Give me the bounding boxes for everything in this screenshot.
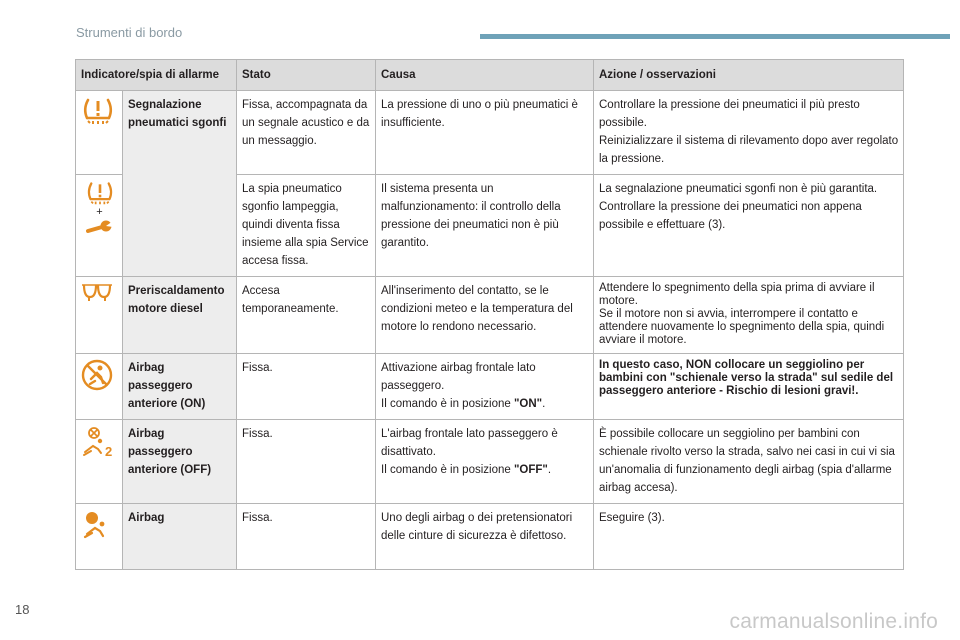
header-causa: Causa xyxy=(376,60,594,91)
stato-cell: Fissa. xyxy=(237,420,376,504)
wrench-icon xyxy=(86,218,114,236)
table-row xyxy=(76,354,904,420)
azione-text: Controllare la pressione dei pneumatici il più presto possibile. xyxy=(599,99,860,129)
azione-text: Reinizializzare il sistema di rilevamento dopo aver regolato la pressione. xyxy=(599,135,899,165)
causa-text xyxy=(381,395,589,413)
azione-cell: In questo caso, NON collocare un seggiolino per bambini con "schienale verso la strada" sul sedile del passeggero anteriore - Rischio di lesioni gravi!. xyxy=(594,354,904,420)
causa-cell: La pressione di uno o più pneumatici è insufficiente. xyxy=(376,91,594,175)
glow-plug-icon xyxy=(76,277,123,354)
causa-cell xyxy=(376,354,594,420)
light-name: Airbag passeggero anteriore (OFF) xyxy=(123,420,237,504)
azione-text: La segnalazione pneumatici sgonfi non è più garantita. xyxy=(599,183,878,195)
causa-cell: Uno degli airbag o dei pretensionatori delle cinture di sicurezza è difettoso. xyxy=(376,504,594,570)
azione-cell xyxy=(594,175,904,277)
header-indicator: Indicatore/spia di allarme xyxy=(76,60,237,91)
airbag-on-icon xyxy=(76,354,123,420)
causa-cell xyxy=(376,420,594,504)
stato-cell: Fissa. xyxy=(237,504,376,570)
causa-text: L'airbag frontale lato passeggero è disattivato. xyxy=(381,428,558,458)
table-row xyxy=(76,277,904,354)
light-name: Preriscaldamento motore diesel xyxy=(123,277,237,354)
azione-text: Controllare la pressione dei pneumatici non appena possibile e effettuare (3). xyxy=(599,201,862,231)
switch-position-value: "ON" xyxy=(513,398,543,410)
header-stato: Stato xyxy=(237,60,376,91)
stato-cell: Fissa. xyxy=(237,354,376,420)
causa-text-prefix: Il comando è in posizione xyxy=(381,398,514,410)
causa-text-suffix: . xyxy=(547,464,552,476)
switch-position-value: "OFF" xyxy=(513,464,548,476)
table-row xyxy=(76,504,904,570)
header-accent-bar xyxy=(480,34,950,39)
plus-sign: + xyxy=(96,206,103,218)
causa-cell: Il sistema presenta un malfunzionamento: il controllo della pressione dei pneumatici non è più garantito. xyxy=(376,175,594,277)
azione-text: Se il motore non si avvia, interrompere il contatto e attendere nuovamente lo spegnimento della spia, quindi avviare il motore. xyxy=(599,308,885,346)
light-name: Airbag passeggero anteriore (ON) xyxy=(123,354,237,420)
warning-lights-table xyxy=(75,59,904,570)
page-number: 18 xyxy=(15,602,30,617)
stato-cell: Accesa temporaneamente. xyxy=(237,277,376,354)
azione-cell xyxy=(594,277,904,354)
table-row xyxy=(76,420,904,504)
light-name: Segnalazione pneumatici sgonfi xyxy=(123,91,237,277)
tyre-pressure-and-service-icon xyxy=(76,175,123,277)
stato-cell: Fissa, accompagnata da un segnale acustico e da un messaggio. xyxy=(237,91,376,175)
azione-cell xyxy=(594,91,904,175)
table-header-row xyxy=(76,60,904,91)
header-azione: Azione / osservazioni xyxy=(594,60,904,91)
airbag-off-icon xyxy=(76,420,123,504)
tyre-pressure-icon xyxy=(76,91,123,175)
svg-text:2: 2 xyxy=(105,444,113,457)
table-row xyxy=(76,91,904,175)
azione-cell: Eseguire (3). xyxy=(594,504,904,570)
stato-cell: La spia pneumatico sgonfio lampeggia, quindi diventa fissa insieme alla spia Service accesa fissa. xyxy=(237,175,376,277)
airbag-icon xyxy=(76,504,123,570)
section-title: Strumenti di bordo xyxy=(76,25,183,40)
causa-text-suffix: . xyxy=(542,398,546,410)
light-name: Airbag xyxy=(123,504,237,570)
causa-text: Attivazione airbag frontale lato passeggero. xyxy=(381,362,536,392)
watermark-text: carmanualsonline.info xyxy=(729,610,938,633)
causa-text xyxy=(381,461,589,479)
causa-cell: All'inserimento del contatto, se le condizioni meteo e la temperatura del motore lo rendono necessario. xyxy=(376,277,594,354)
azione-text: Attendere lo spegnimento della spia prima di avviare il motore. xyxy=(599,282,875,307)
azione-cell: È possibile collocare un seggiolino per bambini con schienale rivolto verso la strada, salvo nei casi in cui vi sia un'anomalia di funzionamento degli airbag (spia d'allarme airbag accesa). xyxy=(594,420,904,504)
causa-text-prefix: Il comando è in posizione xyxy=(381,464,514,476)
